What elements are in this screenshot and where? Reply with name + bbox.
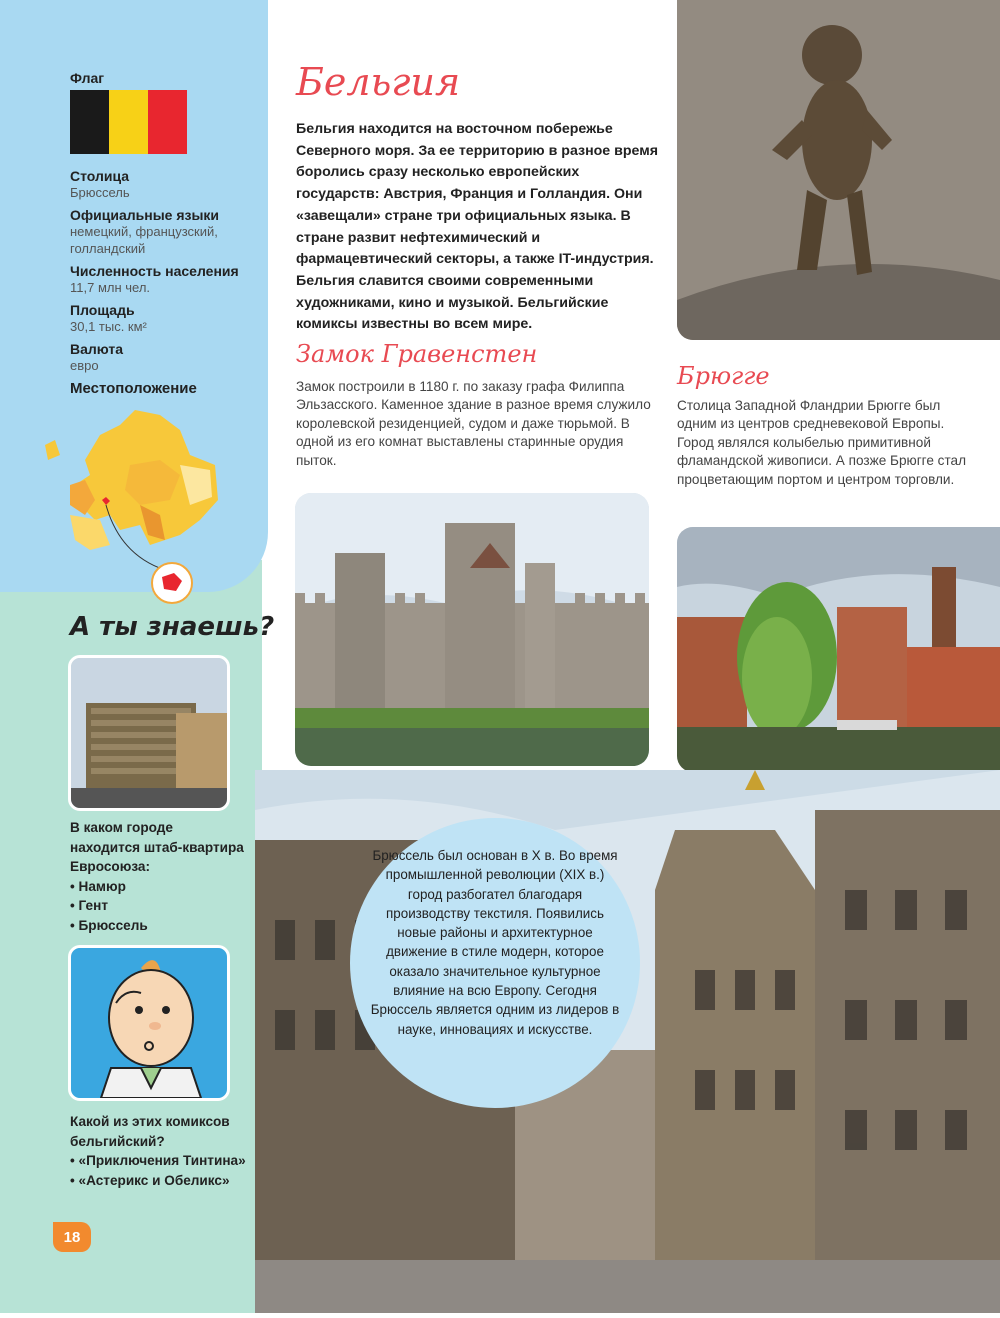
population-label: Численность населения: [70, 263, 239, 279]
question-eu-hq: [70, 818, 245, 936]
option-asterix: • «Астерикс и Обеликс»: [70, 1172, 230, 1188]
brussels-text: Брюссель был основан в X в. Во время промышленной революции (XIX в.) город разбогател благодаря производству текстиля. Появились новые районы и архитектурное движение в стиле модерн, которое оказало значительное культурное влияние на всю Европу. Сегодня Брюссель является одним из лидеров в науке, инновациях и искусстве.: [370, 848, 620, 1037]
facts-list: [70, 168, 260, 397]
page-title: Бельгия: [296, 60, 461, 104]
option-ghent: • Гент: [70, 898, 108, 914]
location-label: Местоположение: [70, 380, 197, 397]
bruges-title: Брюгге: [677, 362, 770, 390]
population-value: 11,7 млн чел.: [70, 280, 151, 295]
question-eu-hq-text: В каком городе находится штаб-квартира Евросоюза:: [70, 820, 244, 875]
belgium-flag: [70, 90, 187, 154]
eu-hq-photo: [68, 655, 230, 811]
area-value: 30,1 тыс. км²: [70, 319, 147, 334]
grand-place-photo: [255, 770, 1000, 1313]
page-number: 18: [53, 1222, 91, 1252]
question-comics-text: Какой из этих комиксов бельгийский?: [70, 1114, 230, 1149]
currency-value: евро: [70, 358, 99, 373]
gravensteen-photo: [295, 493, 649, 766]
languages-value: немецкий, французский, голландский: [70, 224, 218, 256]
option-tintin: • «Приключения Тинтина»: [70, 1153, 246, 1169]
option-brussels: • Брюссель: [70, 917, 148, 933]
currency-label: Валюта: [70, 341, 124, 357]
gravensteen-text: Замок построили в 1180 г. по заказу графа Филиппа Эльзасского. Каменное здание в разное время служило королевской резиденцией, судом и даже тюрьмой. В одной из его комнат выставлены старинные орудия пыток.: [296, 379, 651, 468]
flag-stripe-yellow: [109, 90, 148, 154]
europe-map: [40, 405, 230, 605]
trivia-heading: А ты знаешь?: [70, 612, 275, 642]
capital-label: Столица: [70, 168, 130, 184]
flag-label: Флаг: [70, 70, 105, 86]
intro-text: Бельгия находится на восточном побережье Северного моря. За ее территорию в разное время боролись сразу несколько европейских государств: Австрия, Франция и Голландия. Они «завещали» стране три официальных языка. В стране развит нефтехимический и фармацевтический секторы, а также IT-индустрия. Бельгия славится своими современными художниками, кино и музыкой. Бельгийские комиксы известны во всем мире.: [296, 121, 658, 333]
flag-stripe-black: [70, 90, 109, 154]
bruges-text: Столица Западной Фландрии Брюгге был одним из центров средневековой Европы. Город являлся колыбелью примитивной фламандской живописи. А позже Брюгге стал процветающим портом и центром торговли.: [677, 398, 967, 487]
option-namur: • Намюр: [70, 878, 126, 894]
tintin-illustration: [68, 945, 230, 1101]
languages-label: Официальные языки: [70, 207, 220, 223]
capital-value: Брюссель: [70, 185, 130, 200]
bruges-photo: [677, 527, 1000, 772]
gravensteen-title: Замок Гравенстен: [296, 340, 538, 368]
brussels-bubble: [350, 818, 640, 1108]
manneken-pis-photo: [677, 0, 1000, 340]
flag-stripe-red: [148, 90, 187, 154]
area-label: Площадь: [70, 302, 135, 318]
question-comics: [70, 1112, 250, 1190]
